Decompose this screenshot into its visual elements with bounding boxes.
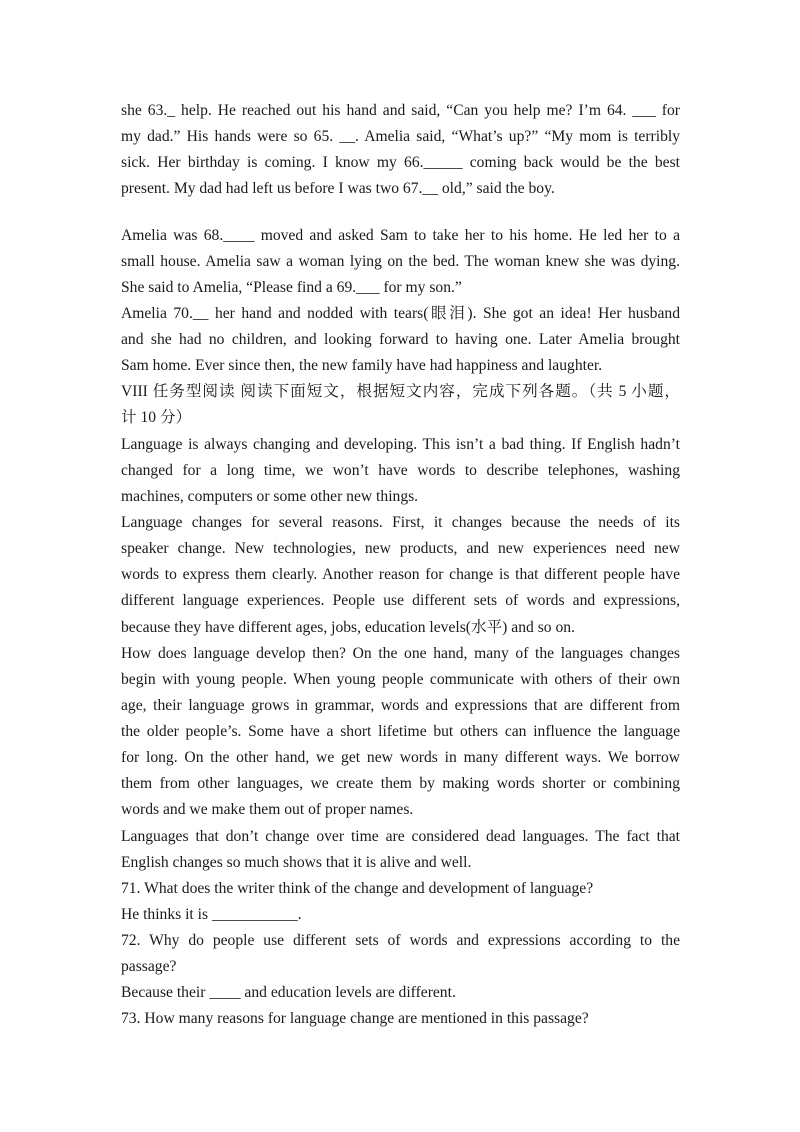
question-71: 71. What does the writer think of the change and development of language? xyxy=(121,880,594,897)
passage-line: machines, computers or some other new things. xyxy=(121,488,419,505)
passage-line: sick. Her birthday is coming. I know my 66._____ coming back would be the best xyxy=(121,154,680,171)
section-heading: VIII 任务型阅读 阅读下面短文，根据短文内容，完成下列各题。（共 5 小题， xyxy=(121,383,680,400)
passage-line: for long. On the other hand, we get new words in many different ways. We borrow xyxy=(121,749,680,766)
question-72: 72. Why do people use different sets of words and expressions according to the xyxy=(121,932,680,949)
passage-line: Language is always changing and developing. This isn’t a bad thing. If English hadn’t xyxy=(121,436,680,453)
passage-line: changed for a long time, we won’t have words to describe telephones, washing xyxy=(121,462,680,479)
passage-line: words and we make them out of proper names. xyxy=(121,801,414,818)
passage-line: How does language develop then? On the one hand, many of the languages changes xyxy=(121,645,680,662)
passage-line: Language changes for several reasons. First, it changes because the needs of its xyxy=(121,514,680,531)
passage-line: Amelia 70.__ her hand and nodded with tears(眼泪). She got an idea! Her husband xyxy=(121,305,680,322)
passage-line: English changes so much shows that it is alive and well. xyxy=(121,854,472,871)
passage-line: because they have different ages, jobs, education levels(水平) and so on. xyxy=(121,619,575,636)
passage-line: speaker change. New technologies, new products, and new experiences need new xyxy=(121,540,680,557)
passage-line: them from other languages, we create them by making words shorter or combining xyxy=(121,775,680,792)
passage-line: Sam home. Ever since then, the new family have had happiness and laughter. xyxy=(121,357,603,374)
passage-line: words to express them clearly. Another reason for change is that different people have xyxy=(121,566,680,583)
section-heading: 计 10 分） xyxy=(121,409,192,426)
answer-line-72: Because their ____ and education levels are different. xyxy=(121,984,456,1001)
passage-line: different language experiences. People use different sets of words and expressions, xyxy=(121,592,680,609)
answer-line-71: He thinks it is ___________. xyxy=(121,906,302,923)
passage-line: small house. Amelia saw a woman lying on the bed. The woman knew she was dying. xyxy=(121,253,680,270)
passage-line: and she had no children, and looking forward to having one. Later Amelia brought xyxy=(121,331,680,348)
question-73: 73. How many reasons for language change are mentioned in this passage? xyxy=(121,1010,589,1027)
question-72: passage? xyxy=(121,958,177,975)
passage-line: she 63._ help. He reached out his hand and said, “Can you help me? I’m 64. ___ for xyxy=(121,102,680,119)
passage-line: Languages that don’t change over time are considered dead languages. The fact that xyxy=(121,828,680,845)
passage-line: my dad.” His hands were so 65. __. Amelia said, “What’s up?” “My mom is terribly xyxy=(121,128,680,145)
passage-line: age, their language grows in grammar, words and expressions that are different from xyxy=(121,697,680,714)
passage-line: begin with young people. When young people communicate with others of their own xyxy=(121,671,680,688)
passage-line: present. My dad had left us before I was two 67.__ old,” said the boy. xyxy=(121,180,555,197)
passage-line: the older people’s. Some have a short lifetime but others can influence the language xyxy=(121,723,680,740)
passage-line: She said to Amelia, “Please find a 69.___ for my son.” xyxy=(121,279,462,296)
passage-line: Amelia was 68.____ moved and asked Sam to take her to his home. He led her to a xyxy=(121,227,680,244)
